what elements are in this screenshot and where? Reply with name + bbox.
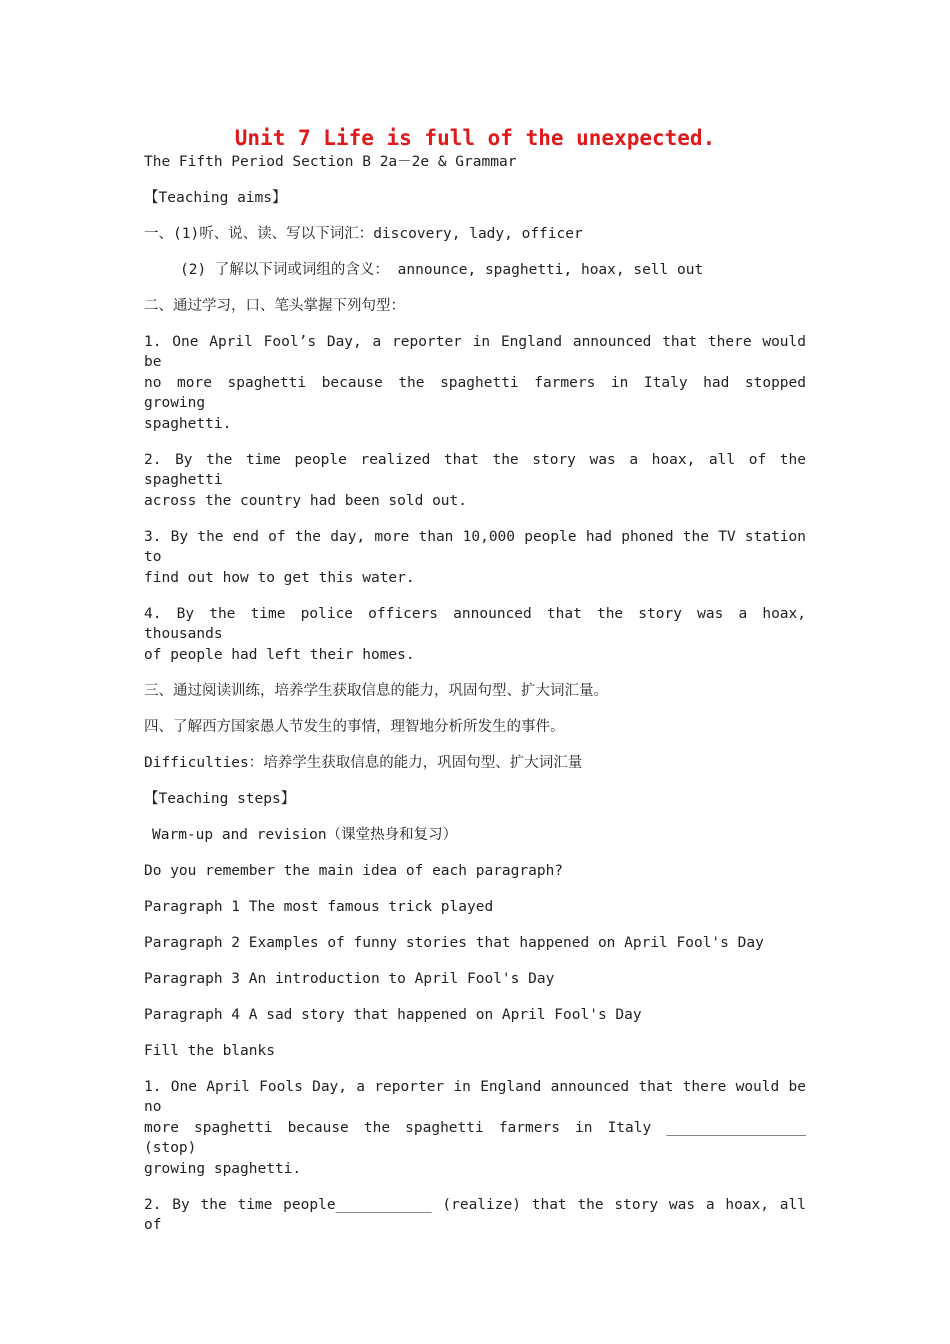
blank-1-line-1: 1. One April Fools Day, a reporter in England announced that there would be no <box>144 1079 806 1115</box>
period-subtitle: The Fifth Period Section B 2a－2e & Grammar <box>144 154 517 170</box>
fill-blanks-heading: Fill the blanks <box>144 1043 275 1059</box>
difficulties: Difficulties：培养学生获取信息的能力，巩固句型、扩大词汇量 <box>144 755 583 771</box>
aim-culture: 四、了解西方国家愚人节发生的事情，理智地分析所发生的事件。 <box>144 719 565 735</box>
sentence-1-line-1: 1. One April Fool’s Day, a reporter in England announced that there would be <box>144 334 806 370</box>
paragraph-3-idea: Paragraph 3 An introduction to April Fool's Day <box>144 971 555 987</box>
aim-reading: 三、通过阅读训练，培养学生获取信息的能力，巩固句型、扩大词汇量。 <box>144 683 608 699</box>
steps-heading: 【Teaching steps】 <box>144 791 296 807</box>
sentence-1-line-2: no more spaghetti because the spaghetti farmers in Italy had stopped growing <box>144 375 806 411</box>
blank-1-line-2: more spaghetti because the spaghetti farmers in Italy ________________ (stop) <box>144 1120 806 1156</box>
blank-1-line-3: growing spaghetti. <box>144 1161 302 1177</box>
sentence-3-line-1: 3. By the end of the day, more than 10,000 people had phoned the TV station to <box>144 529 806 565</box>
blank-2-line-1: 2. By the time people___________ (realize) that the story was a hoax, all of <box>144 1197 806 1233</box>
aim-phrases: (2) 了解以下词或词组的含义： announce, spaghetti, hoax, sell out <box>180 262 704 278</box>
sentence-4-line-2: of people had left their homes. <box>144 647 415 663</box>
warmup-heading: Warm-up and revision（课堂热身和复习） <box>152 827 458 843</box>
sentence-2-line-2: across the country had been sold out. <box>144 493 468 509</box>
sentence-4-line-1: 4. By the time police officers announced that the story was a hoax, thousands <box>144 606 806 642</box>
aim-sentences: 二、通过学习，口、笔头掌握下列句型： <box>144 298 405 314</box>
paragraph-1-idea: Paragraph 1 The most famous trick played <box>144 899 494 915</box>
aim-vocabulary: 一、(1)听、说、读、写以下词汇：discovery, lady, officer <box>144 226 583 242</box>
sentence-1-line-3: spaghetti. <box>144 416 232 432</box>
document-title: Unit 7 Life is full of the unexpected. <box>234 126 716 150</box>
paragraph-4-idea: Paragraph 4 A sad story that happened on April Fool's Day <box>144 1007 642 1023</box>
sentence-3-line-2: find out how to get this water. <box>144 570 415 586</box>
paragraph-2-idea: Paragraph 2 Examples of funny stories that happened on April Fool's Day <box>144 935 764 951</box>
main-idea-question: Do you remember the main idea of each paragraph? <box>144 863 564 879</box>
sentence-2-line-1: 2. By the time people realized that the story was a hoax, all of the spaghetti <box>144 452 806 488</box>
aims-heading: 【Teaching aims】 <box>144 190 287 206</box>
